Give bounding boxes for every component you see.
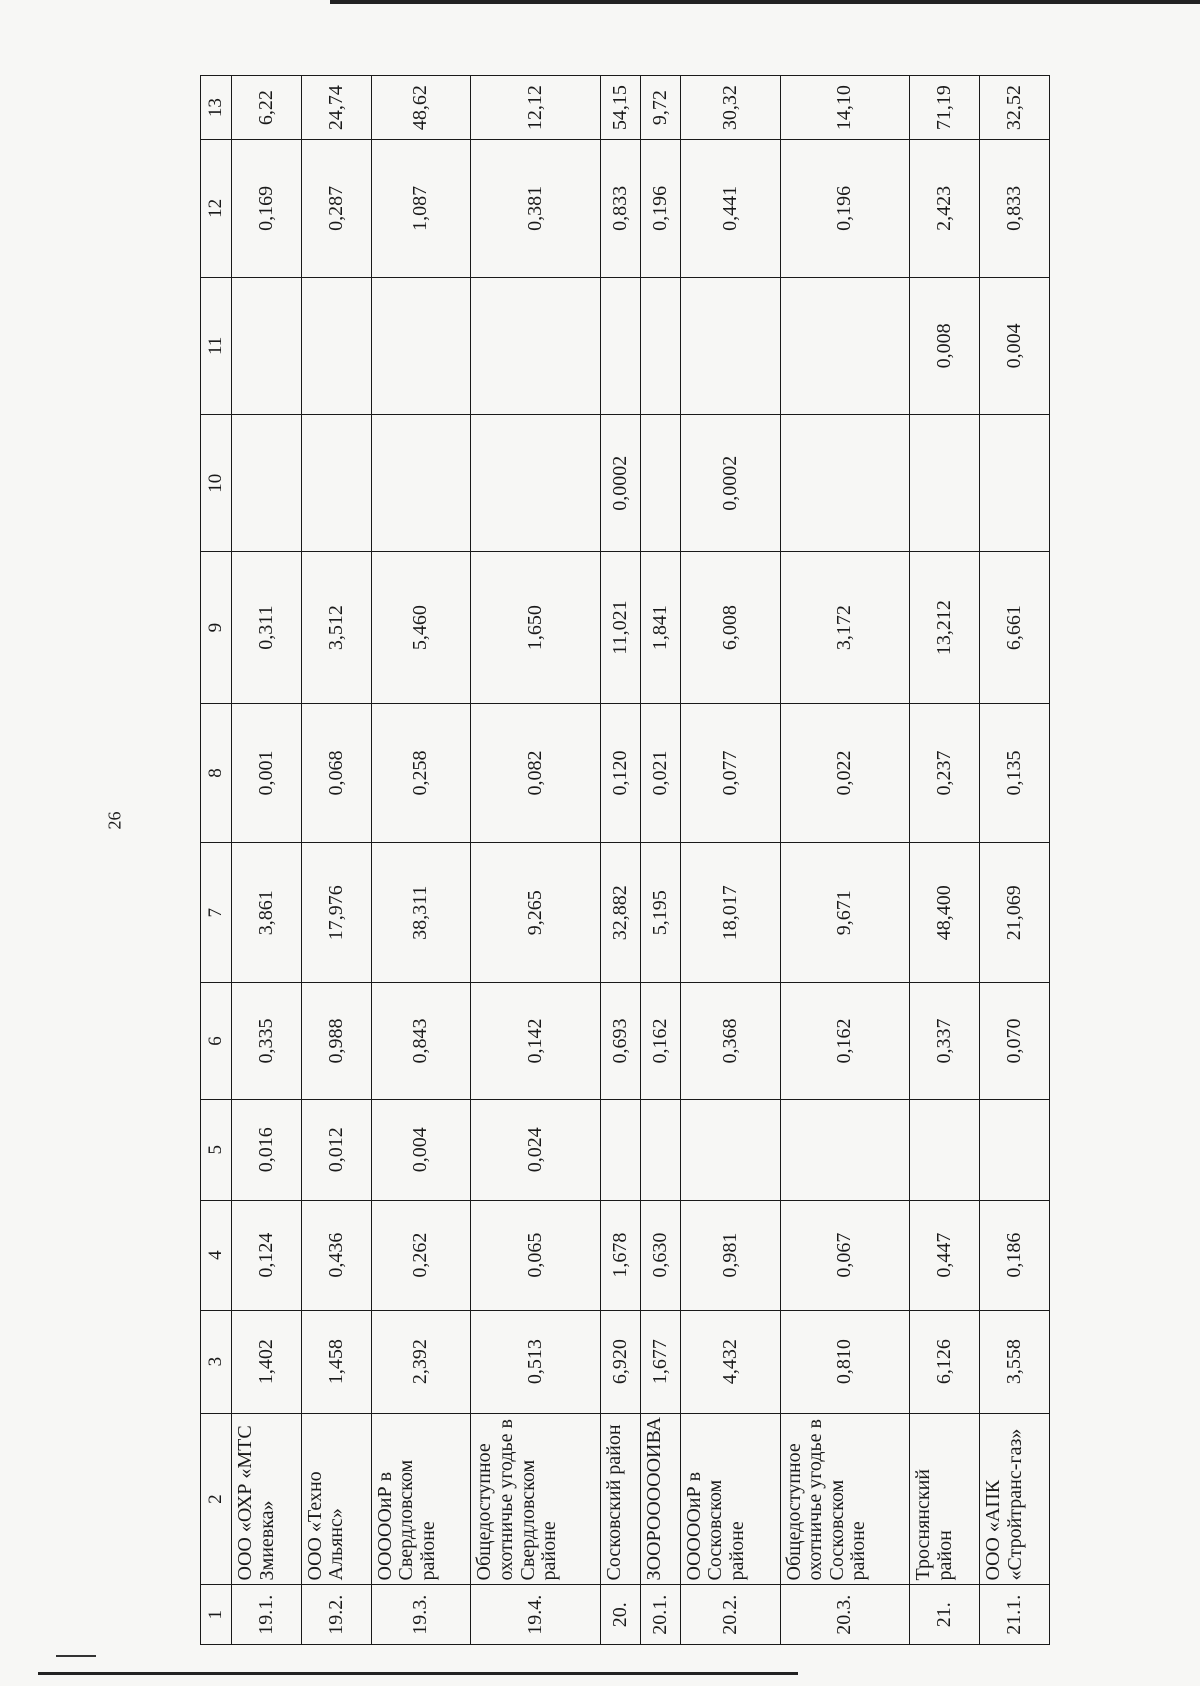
value-cell: 0,368 bbox=[680, 983, 780, 1100]
row-number-cell: 19.4. bbox=[471, 1585, 601, 1645]
value-cell: 18,017 bbox=[680, 843, 780, 983]
value-cell: 0,067 bbox=[780, 1200, 910, 1310]
value-cell: 0,833 bbox=[980, 140, 1050, 277]
value-cell bbox=[471, 415, 601, 552]
value-cell bbox=[980, 1099, 1050, 1200]
value-cell: 38,311 bbox=[371, 843, 471, 983]
row-number-cell: 20.3. bbox=[780, 1585, 910, 1645]
value-cell: 0,162 bbox=[640, 983, 680, 1100]
value-cell: 1,678 bbox=[601, 1200, 641, 1310]
value-cell: 0,262 bbox=[371, 1200, 471, 1310]
table-row bbox=[301, 76, 371, 1645]
table-row bbox=[640, 76, 680, 1645]
value-cell: 2,392 bbox=[371, 1310, 471, 1413]
value-cell: 48,62 bbox=[371, 76, 471, 140]
value-cell: 12,12 bbox=[471, 76, 601, 140]
column-header: 7 bbox=[201, 843, 232, 983]
table-row bbox=[780, 76, 910, 1645]
value-cell: 0,381 bbox=[471, 140, 601, 277]
value-cell: 0,693 bbox=[601, 983, 641, 1100]
value-cell: 24,74 bbox=[301, 76, 371, 140]
value-cell: 0,0002 bbox=[601, 415, 641, 552]
value-cell bbox=[301, 277, 371, 414]
value-cell: 21,069 bbox=[980, 843, 1050, 983]
row-name-cell: ОООООиР в Свердловском районе bbox=[371, 1413, 471, 1585]
value-cell: 0,237 bbox=[910, 703, 980, 843]
value-cell: 6,126 bbox=[910, 1310, 980, 1413]
table-row bbox=[980, 76, 1050, 1645]
column-header: 3 bbox=[201, 1310, 232, 1413]
scan-edge-bottom bbox=[38, 1672, 798, 1675]
value-cell: 0,120 bbox=[601, 703, 641, 843]
value-cell: 0,001 bbox=[232, 703, 302, 843]
table-row bbox=[232, 76, 302, 1645]
column-header: 8 bbox=[201, 703, 232, 843]
column-header: 10 bbox=[201, 415, 232, 552]
value-cell bbox=[601, 277, 641, 414]
value-cell: 9,671 bbox=[780, 843, 910, 983]
row-number-cell: 21.1. bbox=[980, 1585, 1050, 1645]
value-cell: 2,423 bbox=[910, 140, 980, 277]
value-cell bbox=[640, 1099, 680, 1200]
value-cell bbox=[640, 277, 680, 414]
value-cell: 48,400 bbox=[910, 843, 980, 983]
value-cell: 0,169 bbox=[232, 140, 302, 277]
value-cell: 0,258 bbox=[371, 703, 471, 843]
row-number-cell: 20.2. bbox=[680, 1585, 780, 1645]
value-cell: 0,843 bbox=[371, 983, 471, 1100]
row-number-cell: 20.1. bbox=[640, 1585, 680, 1645]
value-cell bbox=[232, 415, 302, 552]
value-cell: 0,065 bbox=[471, 1200, 601, 1310]
value-cell: 0,196 bbox=[640, 140, 680, 277]
value-cell: 0,016 bbox=[232, 1099, 302, 1200]
value-cell: 1,087 bbox=[371, 140, 471, 277]
value-cell bbox=[471, 277, 601, 414]
value-cell: 11,021 bbox=[601, 552, 641, 703]
scan-edge-mark bbox=[56, 1655, 96, 1657]
row-number-cell: 19.1. bbox=[232, 1585, 302, 1645]
value-cell: 0,630 bbox=[640, 1200, 680, 1310]
value-cell: 3,558 bbox=[980, 1310, 1050, 1413]
value-cell: 32,882 bbox=[601, 843, 641, 983]
row-name-cell: Троснянский район bbox=[910, 1413, 980, 1585]
value-cell: 0,004 bbox=[980, 277, 1050, 414]
value-cell: 1,677 bbox=[640, 1310, 680, 1413]
value-cell: 3,861 bbox=[232, 843, 302, 983]
value-cell: 0,142 bbox=[471, 983, 601, 1100]
value-cell: 71,19 bbox=[910, 76, 980, 140]
data-table bbox=[200, 75, 1050, 1645]
row-number-cell: 21. bbox=[910, 1585, 980, 1645]
value-cell: 54,15 bbox=[601, 76, 641, 140]
row-number-cell: 20. bbox=[601, 1585, 641, 1645]
row-name-cell: ЗООРОООООИВА bbox=[640, 1413, 680, 1585]
table-row bbox=[471, 76, 601, 1645]
value-cell bbox=[910, 415, 980, 552]
value-cell: 0,833 bbox=[601, 140, 641, 277]
value-cell bbox=[910, 1099, 980, 1200]
value-cell: 0,070 bbox=[980, 983, 1050, 1100]
value-cell: 9,265 bbox=[471, 843, 601, 983]
value-cell bbox=[780, 415, 910, 552]
value-cell: 0,0002 bbox=[680, 415, 780, 552]
value-cell: 1,841 bbox=[640, 552, 680, 703]
row-name-cell: ООО «АПК «Стройтранс-газ» bbox=[980, 1413, 1050, 1585]
row-number-cell: 19.2. bbox=[301, 1585, 371, 1645]
value-cell: 0,186 bbox=[980, 1200, 1050, 1310]
value-cell: 32,52 bbox=[980, 76, 1050, 140]
value-cell: 0,022 bbox=[780, 703, 910, 843]
row-name-cell: Общедоступное охотничье угодье в Свердловском районе bbox=[471, 1413, 601, 1585]
value-cell: 0,981 bbox=[680, 1200, 780, 1310]
value-cell: 6,920 bbox=[601, 1310, 641, 1413]
value-cell: 0,135 bbox=[980, 703, 1050, 843]
value-cell: 0,436 bbox=[301, 1200, 371, 1310]
value-cell: 0,082 bbox=[471, 703, 601, 843]
column-header: 12 bbox=[201, 140, 232, 277]
value-cell bbox=[601, 1099, 641, 1200]
value-cell: 0,335 bbox=[232, 983, 302, 1100]
value-cell: 0,068 bbox=[301, 703, 371, 843]
value-cell bbox=[301, 415, 371, 552]
value-cell: 0,077 bbox=[680, 703, 780, 843]
value-cell: 17,976 bbox=[301, 843, 371, 983]
table-row bbox=[910, 76, 980, 1645]
header-row bbox=[201, 76, 232, 1645]
value-cell: 6,008 bbox=[680, 552, 780, 703]
row-name-cell: ОООООиР в Сосковском районе bbox=[680, 1413, 780, 1585]
value-cell: 0,021 bbox=[640, 703, 680, 843]
value-cell bbox=[780, 277, 910, 414]
value-cell: 5,195 bbox=[640, 843, 680, 983]
row-name-cell: Общедоступное охотничье угодье в Сосковском районе bbox=[780, 1413, 910, 1585]
value-cell: 4,432 bbox=[680, 1310, 780, 1413]
value-cell bbox=[371, 277, 471, 414]
value-cell: 1,458 bbox=[301, 1310, 371, 1413]
row-name-cell: ООО «ОХР «МТС Змиевка» bbox=[232, 1413, 302, 1585]
table-row bbox=[601, 76, 641, 1645]
value-cell: 0,337 bbox=[910, 983, 980, 1100]
table-row bbox=[680, 76, 780, 1645]
value-cell: 0,004 bbox=[371, 1099, 471, 1200]
value-cell: 3,512 bbox=[301, 552, 371, 703]
value-cell: 0,287 bbox=[301, 140, 371, 277]
value-cell: 14,10 bbox=[780, 76, 910, 140]
value-cell: 0,311 bbox=[232, 552, 302, 703]
value-cell: 0,024 bbox=[471, 1099, 601, 1200]
column-header: 9 bbox=[201, 552, 232, 703]
value-cell: 0,988 bbox=[301, 983, 371, 1100]
value-cell: 0,513 bbox=[471, 1310, 601, 1413]
value-cell: 0,441 bbox=[680, 140, 780, 277]
column-header: 4 bbox=[201, 1200, 232, 1310]
value-cell: 30,32 bbox=[680, 76, 780, 140]
value-cell: 0,008 bbox=[910, 277, 980, 414]
column-header: 2 bbox=[201, 1413, 232, 1585]
row-name-cell: ООО «Техно Альянс» bbox=[301, 1413, 371, 1585]
value-cell: 9,72 bbox=[640, 76, 680, 140]
column-header: 13 bbox=[201, 76, 232, 140]
column-header: 11 bbox=[201, 277, 232, 414]
value-cell: 3,172 bbox=[780, 552, 910, 703]
value-cell: 1,402 bbox=[232, 1310, 302, 1413]
table-body bbox=[201, 76, 1050, 1645]
value-cell: 6,661 bbox=[980, 552, 1050, 703]
column-header: 6 bbox=[201, 983, 232, 1100]
value-cell: 0,124 bbox=[232, 1200, 302, 1310]
rotated-table-container bbox=[200, 75, 1050, 1645]
value-cell: 0,810 bbox=[780, 1310, 910, 1413]
value-cell: 6,22 bbox=[232, 76, 302, 140]
scan-edge-top bbox=[330, 0, 1200, 4]
value-cell bbox=[371, 415, 471, 552]
row-name-cell: Сосковский район bbox=[601, 1413, 641, 1585]
value-cell: 5,460 bbox=[371, 552, 471, 703]
page-number: 26 bbox=[104, 811, 125, 830]
value-cell bbox=[680, 277, 780, 414]
value-cell bbox=[680, 1099, 780, 1200]
value-cell bbox=[640, 415, 680, 552]
value-cell: 0,012 bbox=[301, 1099, 371, 1200]
column-header: 5 bbox=[201, 1099, 232, 1200]
value-cell: 0,447 bbox=[910, 1200, 980, 1310]
value-cell: 1,650 bbox=[471, 552, 601, 703]
value-cell bbox=[980, 415, 1050, 552]
value-cell bbox=[232, 277, 302, 414]
value-cell: 0,196 bbox=[780, 140, 910, 277]
value-cell: 13,212 bbox=[910, 552, 980, 703]
value-cell: 0,162 bbox=[780, 983, 910, 1100]
row-number-cell: 19.3. bbox=[371, 1585, 471, 1645]
value-cell bbox=[780, 1099, 910, 1200]
column-header: 1 bbox=[201, 1585, 232, 1645]
table-row bbox=[371, 76, 471, 1645]
